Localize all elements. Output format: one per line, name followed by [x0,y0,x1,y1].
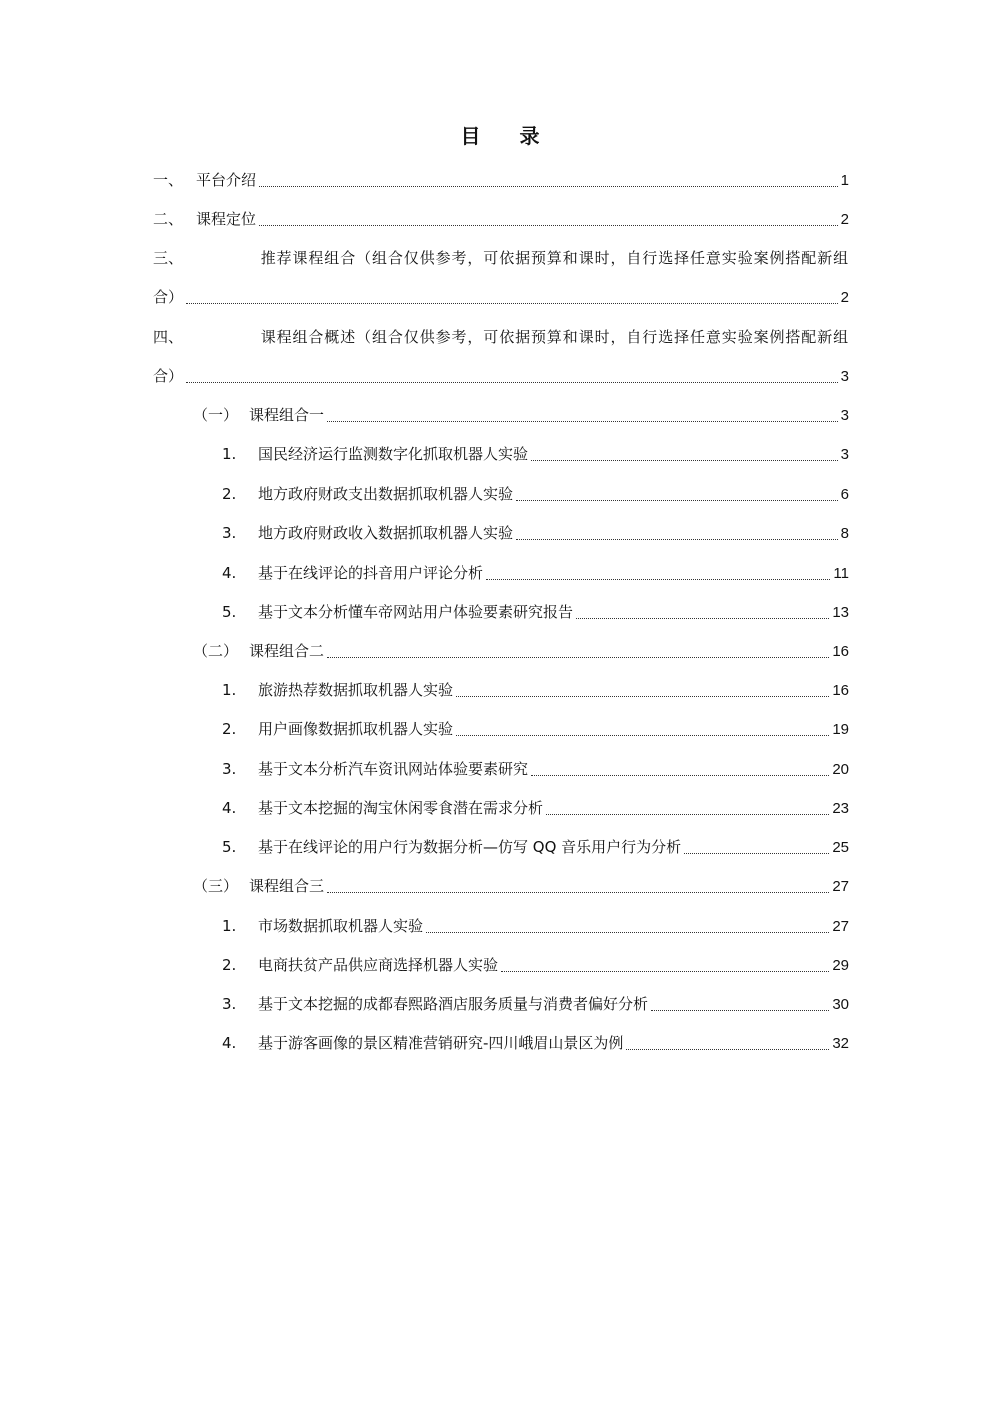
toc-entry-number: 1. [222,917,237,935]
toc-entry-number: 2. [222,720,237,738]
toc-entry-2[interactable] [153,207,849,231]
dot-leader [684,852,829,854]
toc-entry-number: 2. [222,956,237,974]
toc-entry-text: 推荐课程组合（组合仅供参考，可依据预算和课时，自行选择任意实验案例搭配新组 [260,249,849,267]
toc-entry-number: 2. [222,485,237,503]
toc-entry-number: 5. [222,838,237,856]
toc-entry-text: 用户画像数据抓取机器人实验 [258,720,454,738]
toc-page-number: 16 [832,682,849,699]
toc-entry-text-continued: 合） [153,367,184,385]
toc-entry-number: 四、 [153,328,184,346]
toc-entry-number: 1. [222,681,237,699]
toc-entry-number: 3. [222,760,237,778]
toc-page-number: 19 [832,721,849,738]
toc-entry-number: （一） [193,406,239,424]
toc-entry-number: 二、 [153,210,184,228]
toc-entry-3-line2[interactable] [153,285,849,309]
dot-leader [327,420,838,422]
toc-item[interactable] [222,953,849,977]
dot-leader [186,302,838,304]
dot-leader [516,538,838,540]
dot-leader [327,891,829,893]
toc-item[interactable] [222,561,849,585]
toc-entry-text: 课程组合一 [249,406,325,424]
toc-page-number: 30 [832,996,849,1013]
toc-entry-number: 4. [222,799,237,817]
dot-leader [456,734,829,736]
toc-entry-text: 课程组合概述（组合仅供参考，可依据预算和课时，自行选择任意实验案例搭配新组 [260,328,849,346]
dot-leader [516,499,838,501]
toc-page-number: 2 [840,289,849,306]
toc-section-1[interactable] [193,403,849,427]
toc-page-number: 2 [840,211,849,228]
toc-page-number: 13 [832,604,849,621]
toc-item[interactable] [222,442,849,466]
toc-entry-text: 课程定位 [196,210,257,228]
toc-item[interactable] [222,600,849,624]
toc-entry-number: 5. [222,603,237,621]
dot-leader [531,459,838,461]
toc-entry-text: 基于文本分析汽车资讯网站体验要素研究 [258,760,529,778]
toc-entry-text-continued: 合） [153,288,184,306]
toc-entry-text: 基于文本分析懂车帝网站用户体验要素研究报告 [258,603,574,621]
toc-item[interactable] [222,482,849,506]
toc-item[interactable] [222,992,849,1016]
toc-entry-number: 3. [222,524,237,542]
toc-entry-number: 三、 [153,249,184,267]
toc-entry-3-line1[interactable] [153,246,849,270]
toc-entry-4-line1[interactable] [153,325,849,349]
toc-entry-number: 4. [222,1034,237,1052]
dot-leader [651,1009,829,1011]
page-title: 目 录 [460,124,556,148]
toc-item[interactable] [222,1031,849,1055]
dot-leader [531,774,829,776]
toc-entry-text: 基于在线评论的用户行为数据分析—仿写 QQ 音乐用户行为分析 [258,838,682,856]
toc-entry-number: 1. [222,445,237,463]
dot-leader [186,381,838,383]
toc-item[interactable] [222,914,849,938]
toc-entry-text: 平台介绍 [196,171,257,189]
toc-entry-number: （三） [193,877,239,895]
toc-entry-number: （二） [193,642,239,660]
dot-leader [486,578,830,580]
toc-page-number: 6 [840,486,849,503]
dot-leader [456,695,829,697]
toc-section-2[interactable] [193,639,849,663]
toc-entry-text: 基于在线评论的抖音用户评论分析 [258,564,484,582]
dot-leader [259,224,838,226]
toc-entry-text: 基于文本挖掘的淘宝休闲零食潜在需求分析 [258,799,544,817]
toc-entry-text: 市场数据抓取机器人实验 [258,917,424,935]
toc-entry-text: 基于游客画像的景区精准营销研究-四川峨眉山景区为例 [258,1034,624,1052]
toc-item[interactable] [222,796,849,820]
toc-entry-text: 课程组合三 [249,877,325,895]
toc-page-number: 3 [840,407,849,424]
toc-item[interactable] [222,521,849,545]
toc-entry-number: 4. [222,564,237,582]
toc-entry-text: 地方政府财政收入数据抓取机器人实验 [258,524,514,542]
dot-leader [327,656,829,658]
toc-page-number: 23 [832,800,849,817]
toc-page-number: 29 [832,957,849,974]
toc-item[interactable] [222,835,849,859]
toc-item[interactable] [222,757,849,781]
dot-leader [259,185,838,187]
dot-leader [426,931,829,933]
toc-item[interactable] [222,717,849,741]
toc-item[interactable] [222,678,849,702]
toc-page-number: 20 [832,761,849,778]
toc-page-number: 1 [840,172,849,189]
toc-entry-number: 一、 [153,171,184,189]
toc-entry-text: 旅游热荐数据抓取机器人实验 [258,681,454,699]
toc-page-number: 11 [833,565,849,582]
toc-entry-text: 电商扶贫产品供应商选择机器人实验 [258,956,499,974]
toc-entry-1[interactable] [153,168,849,192]
toc-page-number: 25 [832,839,849,856]
toc-page-number: 27 [832,878,849,895]
dot-leader [626,1048,829,1050]
toc-entry-number: 3. [222,995,237,1013]
toc-entry-text: 课程组合二 [249,642,325,660]
toc-page-number: 32 [832,1035,849,1052]
toc-entry-4-line2[interactable] [153,364,849,388]
toc-section-3[interactable] [193,874,849,898]
toc-entry-text: 国民经济运行监测数字化抓取机器人实验 [258,445,529,463]
toc-entry-text: 基于文本挖掘的成都春熙路酒店服务质量与消费者偏好分析 [258,995,649,1013]
toc-page-number: 27 [832,918,849,935]
dot-leader [576,617,829,619]
dot-leader [546,813,829,815]
toc-page-number: 8 [840,525,849,542]
toc-entry-text: 地方政府财政支出数据抓取机器人实验 [258,485,514,503]
dot-leader [501,970,829,972]
toc-page-number: 3 [840,368,849,385]
toc-page-number: 3 [840,446,849,463]
toc-page-number: 16 [832,643,849,660]
